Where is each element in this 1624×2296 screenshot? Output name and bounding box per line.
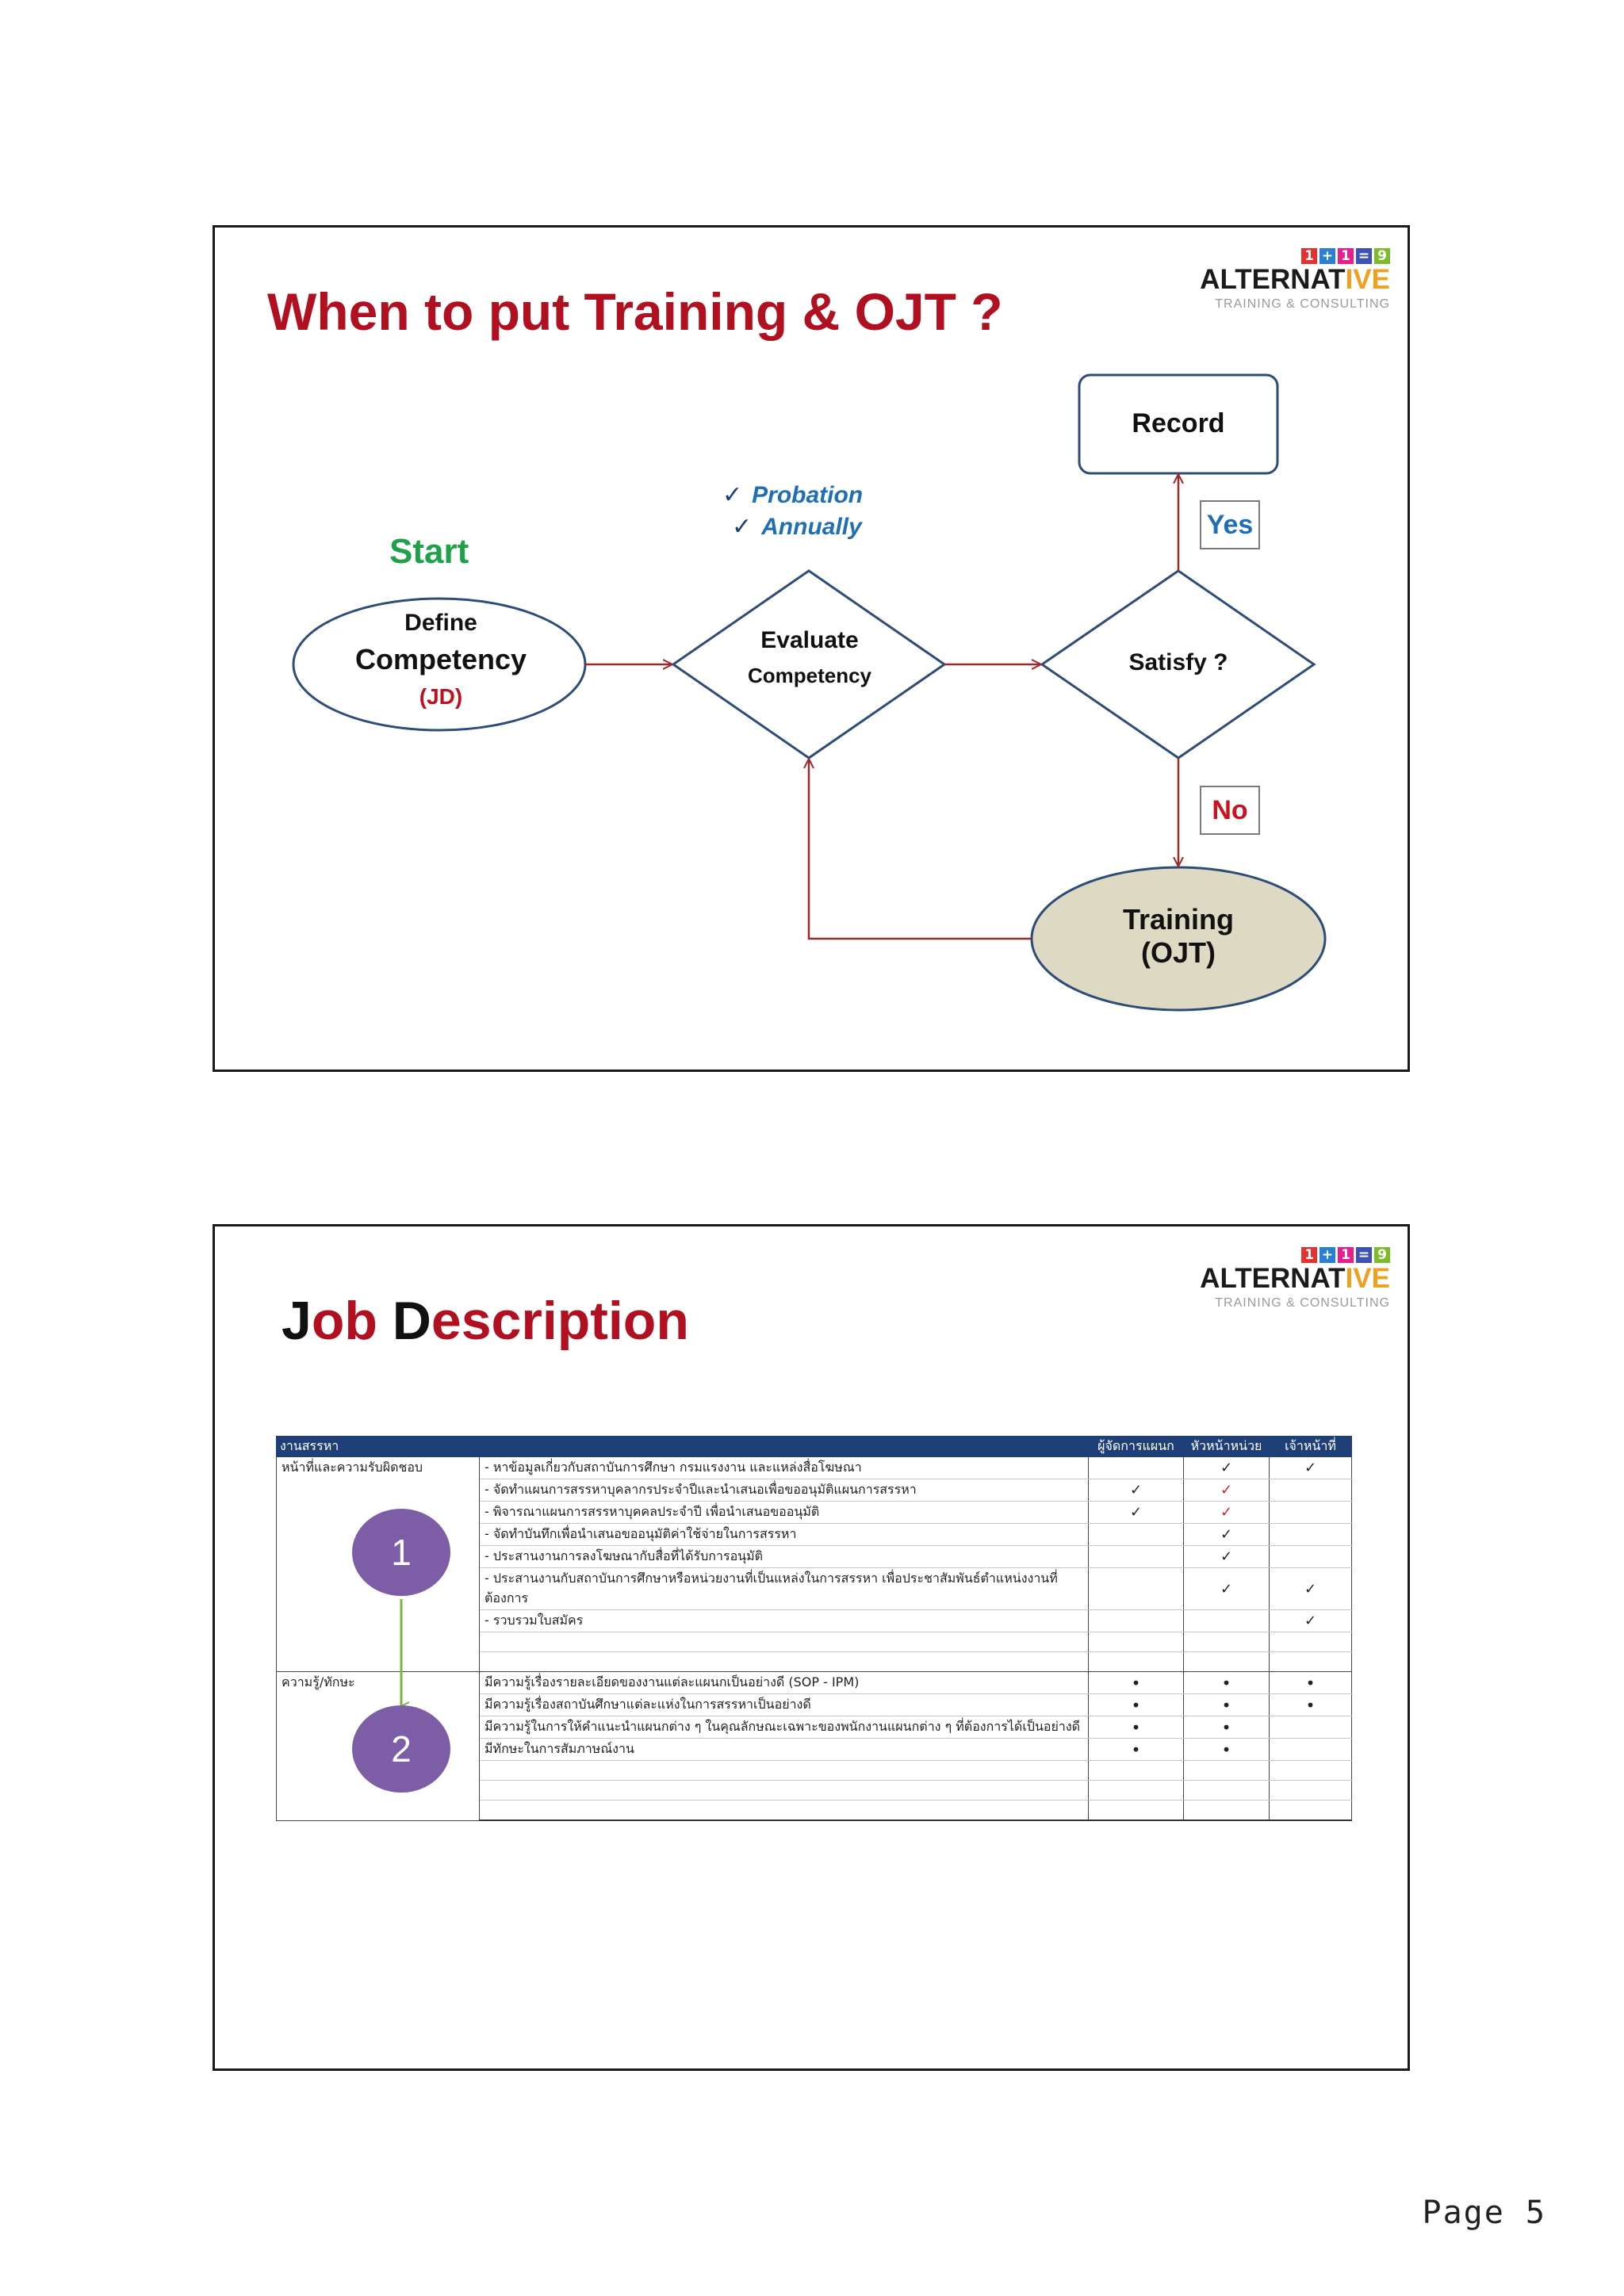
- role-mark: ✓: [1184, 1546, 1270, 1568]
- logo-word-dark: ALTERNAT: [1200, 1263, 1346, 1294]
- skill-text: มีทักษะในการสัมภาษณ์งาน: [480, 1739, 1089, 1761]
- define-label-line2: Competency: [354, 643, 527, 675]
- training-label-line2: (OJT): [1141, 936, 1216, 969]
- role-dot: •: [1089, 1672, 1184, 1694]
- criteria-annually: ✓ Annually: [732, 514, 862, 540]
- logo-word-dark: ALTERNAT: [1200, 264, 1346, 295]
- duty-text: - รวบรวมใบสมัคร: [480, 1610, 1089, 1632]
- skill-text: มีความรู้เรื่องสถาบันศึกษาแต่ละแห่งในการสรรหาเป็นอย่างดี: [480, 1694, 1089, 1716]
- role-dot: •: [1184, 1694, 1270, 1716]
- role-mark: ✓: [1270, 1568, 1352, 1610]
- role-dot: •: [1089, 1739, 1184, 1761]
- logo-square-1: +: [1320, 248, 1335, 264]
- criteria-probation: ✓ Probation: [722, 482, 864, 508]
- header-department-manager: ผู้จัดการแผนก: [1089, 1437, 1184, 1457]
- logo-square-1: +: [1320, 1247, 1335, 1263]
- role-mark: ✓: [1184, 1479, 1270, 1502]
- slide-job-description: [213, 1224, 1410, 2071]
- duty-text: - พิจารณาแผนการสรรหาบุคคลประจำปี เพื่อนำเสนอขออนุมัติ: [480, 1502, 1089, 1524]
- step-badge-1: 1: [352, 1509, 450, 1596]
- role-dot: •: [1270, 1672, 1352, 1694]
- logo-square-2: 1: [1338, 248, 1354, 264]
- no-label: No: [1200, 786, 1260, 835]
- role-dot: •: [1089, 1694, 1184, 1716]
- skill-text: มีความรู้เรื่องรายละเอียดของงานแต่ละแผนกเป็นอย่างดี (SOP - IPM): [480, 1672, 1089, 1694]
- logo-subtitle: TRAINING & CONSULTING: [1215, 297, 1390, 311]
- header-officer: เจ้าหน้าที่: [1270, 1437, 1352, 1457]
- logo-square-0: 1: [1301, 248, 1317, 264]
- slide-training-ojt: [213, 225, 1410, 1072]
- section-responsibilities-label: หน้าที่และความรับผิดชอบ: [277, 1457, 480, 1672]
- role-dot: •: [1184, 1739, 1270, 1761]
- satisfy-label: Satisfy ?: [1128, 649, 1228, 675]
- slide-title: When to put Training & OJT ?: [267, 282, 1003, 341]
- check-icon: ✓: [732, 514, 753, 540]
- role-dot: •: [1184, 1672, 1270, 1694]
- logo-square-3: =: [1356, 1247, 1372, 1263]
- evaluate-label-line2: Competency: [747, 664, 872, 687]
- start-label: Start: [389, 532, 469, 571]
- role-mark: ✓: [1089, 1502, 1184, 1524]
- training-label-line1: Training: [1122, 903, 1234, 936]
- role-mark: ✓: [1184, 1568, 1270, 1610]
- role-mark: ✓: [1089, 1479, 1184, 1502]
- duty-text: - หาข้อมูลเกี่ยวกับสถาบันการศึกษา กรมแรงงาน และแหล่งสื่อโฆษณา: [480, 1457, 1089, 1479]
- check-icon: ✓: [722, 482, 743, 508]
- evaluate-label-line1: Evaluate: [760, 627, 859, 653]
- arrow-training-to-evaluate: [809, 760, 1032, 939]
- logo-square-3: =: [1356, 248, 1372, 264]
- slide-title: Job Description: [282, 1291, 689, 1351]
- duty-text: - จัดทำบันทึกเพื่อนำเสนอขออนุมัติค่าใช้จ่ายในการสรรหา: [480, 1524, 1089, 1546]
- header-recruitment: งานสรรหา: [277, 1437, 480, 1457]
- step-badge-2: 2: [352, 1705, 450, 1793]
- badge-connector: [215, 1226, 1408, 2068]
- define-label-line3: (JD): [419, 684, 463, 709]
- role-dot: •: [1184, 1716, 1270, 1739]
- role-mark: ✓: [1270, 1610, 1352, 1632]
- define-label-line1: Define: [404, 610, 477, 636]
- logo-word-accent: IVE: [1345, 1263, 1390, 1294]
- duty-text: - จัดทำแผนการสรรหาบุคลากรประจำปีและนำเสนอเพื่อขออนุมัติแผนการสรรหา: [480, 1479, 1089, 1502]
- logo-square-4: 9: [1374, 248, 1390, 264]
- yes-label: Yes: [1200, 500, 1260, 549]
- logo-subtitle: TRAINING & CONSULTING: [1215, 1296, 1390, 1310]
- role-dot: •: [1089, 1716, 1184, 1739]
- duty-text: - ประสานงานกับสถาบันการศึกษาหรือหน่วยงานที่เป็นแหล่งในการสรรหา เพื่อประชาสัมพันธ์ตำแหน่งงานที่ต้องการ: [480, 1568, 1089, 1610]
- duty-text: - ประสานงานการลงโฆษณากับสื่อที่ได้รับการอนุมัติ: [480, 1546, 1089, 1568]
- skill-text: มีความรู้ในการให้คำแนะนำแผนกต่าง ๆ ในคุณลักษณะเฉพาะของพนักงานแผนกต่าง ๆ ที่ต้องการได้เป็นอย่างดี: [480, 1716, 1089, 1739]
- header-unit-head: หัวหน้าหน่วย: [1184, 1437, 1270, 1457]
- logo-word-accent: IVE: [1345, 264, 1390, 295]
- role-mark: ✓: [1184, 1457, 1270, 1479]
- logo-square-2: 1: [1338, 1247, 1354, 1263]
- role-mark: ✓: [1184, 1502, 1270, 1524]
- logo-square-4: 9: [1374, 1247, 1390, 1263]
- logo-square-0: 1: [1301, 1247, 1317, 1263]
- section-knowledge-label: ความรู้/ทักษะ: [277, 1672, 480, 1821]
- page-number: Page 5: [1422, 2195, 1546, 2231]
- record-label: Record: [1132, 408, 1225, 438]
- role-mark: ✓: [1184, 1524, 1270, 1546]
- role-dot: •: [1270, 1694, 1352, 1716]
- role-mark: ✓: [1270, 1457, 1352, 1479]
